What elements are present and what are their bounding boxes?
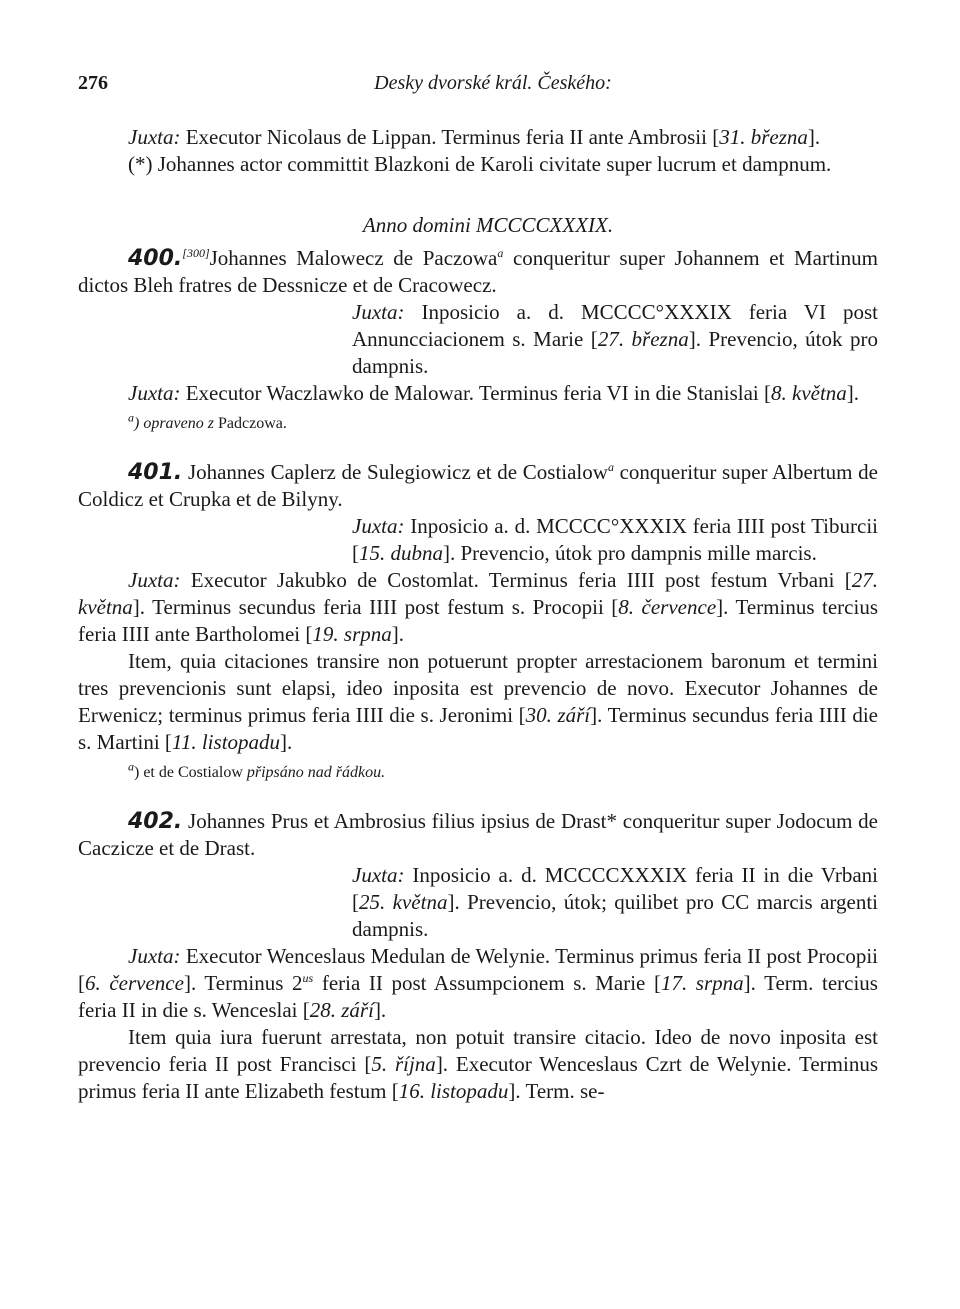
entry-401 <box>78 459 878 784</box>
entry-text: 400.[300]Johannes Malowecz de Paczowa$^a$ conqueritur super Johannem et Martinum dictos Bleh fratres de Dessnicze et de Cracowecz. <box>78 246 879 297</box>
date-gloss: 27. března <box>597 327 689 351</box>
juxta-paragraph: Juxta: Executor Jakubko de Costomlat. Terminus feria IIII post festum Vrbani [27. května]. Terminus secundus feria IIII post festum s. Procopii [8. července]. Terminus tercius feria IIII ante Bartholomei [19. srpna]. <box>78 568 878 646</box>
reference-mark: [300] <box>182 246 210 260</box>
juxta-label: Juxta: <box>352 514 405 538</box>
entry-number: 401. <box>128 460 183 485</box>
page-number: 276 <box>78 72 108 94</box>
note-paragraph: (*) Johannes actor committit Blazkoni de Karoli civitate super lucrum et dampnum. <box>128 152 832 176</box>
running-title: Desky dvorské král. Českého: <box>374 72 612 94</box>
date-gloss: 30. září <box>525 703 591 727</box>
date-gloss: 19. srpna <box>312 622 392 646</box>
date-gloss: 25. května <box>359 890 448 914</box>
juxta-label: Juxta: <box>352 300 405 324</box>
juxta-paragraph: Juxta: Executor Waczlawko de Malowar. Terminus feria VI in die Stanislai [8. května]. <box>128 381 860 405</box>
entry-text: 401. Johannes Caplerz de Sulegiowicz et de Costialow$^a$ conqueritur super Albertum de Coldicz et Crupka et de Bilyny. <box>78 460 878 511</box>
juxta-label: Juxta: <box>128 125 181 149</box>
entry-402 <box>78 808 878 1105</box>
juxta-paragraph: Juxta: Executor Nicolaus de Lippan. Terminus feria II ante Ambrosii [31. března]. <box>128 125 821 149</box>
date-gloss: 6. července <box>85 971 184 995</box>
entry-400 <box>78 245 878 435</box>
date-gloss: 28. září <box>309 998 374 1022</box>
date-gloss: 17. srpna <box>660 971 744 995</box>
page-header <box>78 70 878 100</box>
footnote: $^a$) opraveno z Padczowa. <box>128 410 287 432</box>
date-gloss: 15. dubna <box>359 541 443 565</box>
date-gloss: 8. května <box>771 381 847 405</box>
entry-number: 402. <box>128 809 183 834</box>
footnote: $^a$) et de Costialow připsáno nad řádkou. <box>128 759 386 781</box>
document-page <box>78 70 878 1105</box>
date-gloss: 8. července <box>618 595 717 619</box>
footnote-mark: a <box>607 460 614 474</box>
juxta-paragraph: Juxta: Inposicio a. d. MCCCC°XXXIX feria IIII post Tiburcii [15. dubna]. Prevencio, útok pro dampnis mille marcis. <box>352 514 878 565</box>
footnote-mark: a <box>497 246 504 260</box>
date-gloss: 16. listopadu <box>398 1079 509 1103</box>
juxta-paragraph: Juxta: Executor Wenceslaus Medulan de Welynie. Terminus primus feria II post Procopii [6. července]. Terminus $2^{us}$ feria II post Assumpcionem s. Marie [17. srpna]. Term. tercius feria II in die s. Wenceslai [28. září]. <box>78 944 878 1022</box>
entry-number: 400. <box>128 246 183 271</box>
date-gloss: 5. října <box>371 1052 436 1076</box>
juxta-label: Juxta: <box>352 863 405 887</box>
juxta-label: Juxta: <box>128 944 181 968</box>
date-gloss: 27. května <box>78 568 878 619</box>
juxta-label: Juxta: <box>128 568 181 592</box>
date-gloss: 31. března <box>719 125 808 149</box>
entry-text: 402. Johannes Prus et Ambrosius filius ipsius de Drast* conqueritur super Jodocum de Caczicze et de Drast. <box>78 809 878 860</box>
year-heading: Anno domini MCCCCXXXIX. <box>362 213 614 237</box>
date-gloss: 11. listopadu <box>171 730 281 754</box>
juxta-paragraph: Juxta: Inposicio a. d. MCCCC°XXXIX feria VI post Annuncciacionem s. Marie [27. března]. Prevencio, útok pro dampnis. <box>352 300 878 378</box>
item-paragraph: Item quia iura fuerunt arrestata, non potuit transire citacio. Ideo de novo inposita est prevencio feria II post Francisci [5. října]. Executor Wenceslaus Czrt de Welynie. Terminus primus feria II ante Elizabeth festum [16. listopadu]. Term. se- <box>78 1025 879 1103</box>
juxta-paragraph: Juxta: Inposicio a. d. MCCCCXXXIX feria II in die Vrbani [25. května]. Prevencio, útok; quilibet pro CC marcis argenti dampnis. <box>352 863 878 941</box>
juxta-label: Juxta: <box>128 381 181 405</box>
item-paragraph: Item, quia citaciones transire non potuerunt propter arrestacionem baronum et termini tres prevencionis sunt elapsi, ideo inposita est prevencio de novo. Executor Johannes de Erwenicz; terminus primus feria IIII die s. Jeronimi [30. září]. Terminus secundus feria IIII die s. Martini [11. listopadu]. <box>78 649 878 754</box>
